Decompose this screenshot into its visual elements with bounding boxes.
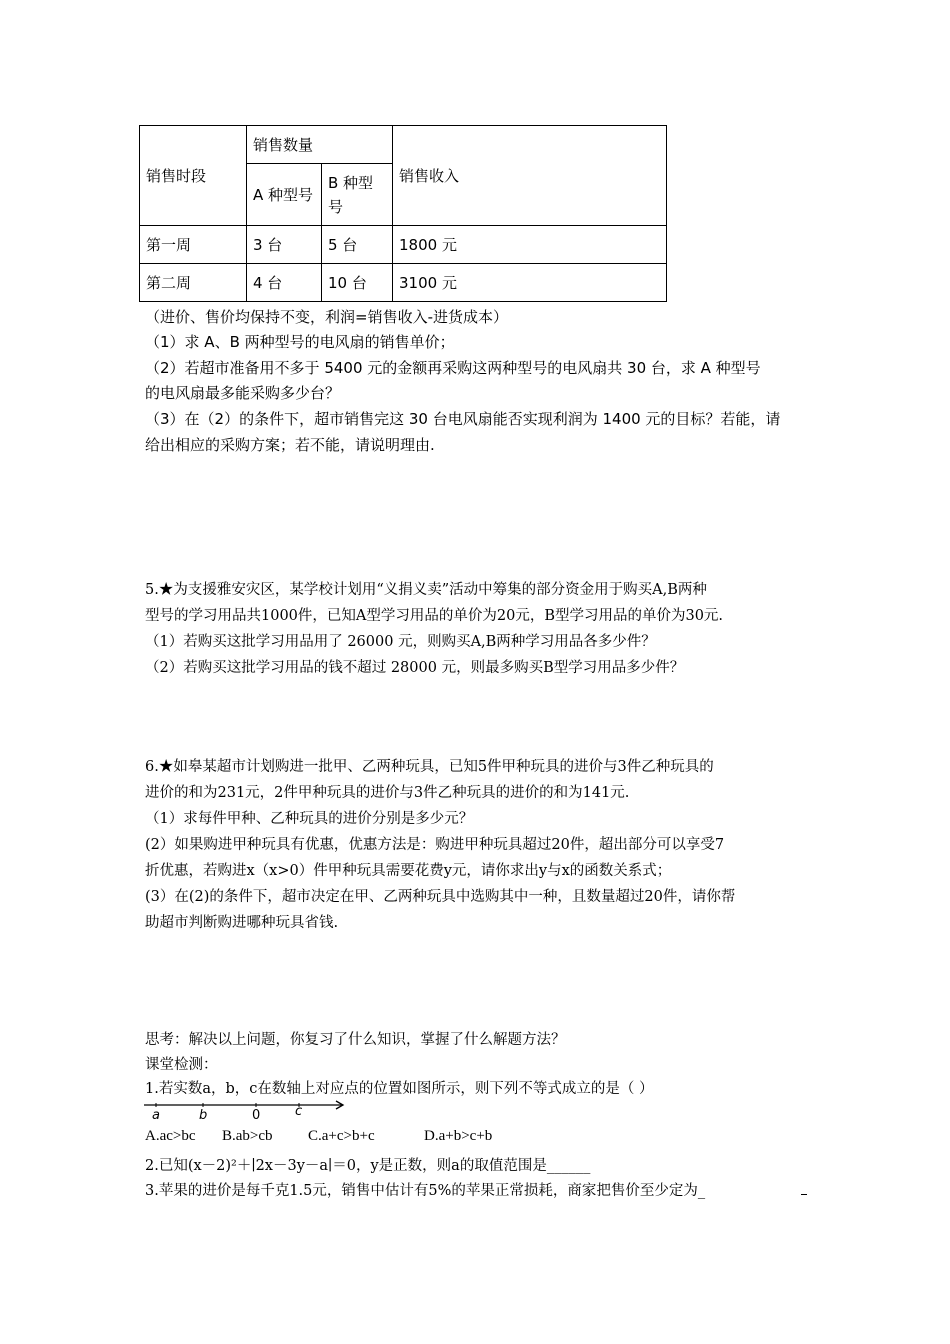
q6-line4: (2）如果购进甲种玩具有优惠，优惠方法是：购进甲种玩具超过20件，超出部分可以享受7 (145, 837, 725, 853)
header-income: 销售收入 (393, 126, 667, 226)
q5-line3: （1）若购买这批学习用品用了 26000 元，则购买A,B两种学习用品各多少件？ (145, 634, 656, 650)
sales-table (139, 125, 667, 302)
label-c: c (295, 1104, 303, 1119)
check-q1: 1.若实数a，b，c在数轴上对应点的位置如图所示，则下列不等式成立的是（ ） (145, 1081, 654, 1097)
option-b: B.ab>cb (222, 1128, 273, 1144)
header-quantity: 销售数量 (247, 126, 393, 164)
q5-line1: 5.★为支援雅安灾区，某学校计划用“义捐义卖”活动中筹集的部分资金用于购买A,B两种 (145, 582, 707, 598)
q6-line3: （1）求每件甲种、乙种玩具的进价分别是多少元？ (145, 811, 474, 827)
row-income: 3100 元 (393, 264, 667, 302)
row-b: 10 台 (322, 264, 393, 302)
check-title: 课堂检测： (145, 1057, 218, 1073)
row-period: 第二周 (140, 264, 247, 302)
q5-line4: （2）若购买这批学习用品的钱不超过 28000 元，则最多购买B型学习用品多少件？ (145, 660, 685, 676)
header-period: 销售时段 (140, 126, 247, 226)
check-q3: 3.苹果的进价是每千克1.5元，销售中估计有5%的苹果正常损耗，商家把售价至少定为_ (145, 1183, 706, 1199)
q6-line7: 助超市判断购进哪种玩具省钱. (145, 915, 339, 931)
header-type-b: B 种型号 (322, 164, 393, 226)
q5-line2: 型号的学习用品共1000件，已知A型学习用品的单价为20元，B型学习用品的单价为30元. (145, 608, 724, 624)
q6-line2: 进价的和为231元，2件甲种玩具的进价与3件乙种玩具的进价的和为141元. (145, 785, 630, 801)
q4-part3-line1: （3）在（2）的条件下，超市销售完这 30 台电风扇能否实现利润为 1400 元的目标？若能，请 (145, 410, 781, 428)
option-c: C.a+c>b+c (308, 1128, 375, 1144)
q6-line6: (3）在(2)的条件下，超市决定在甲、乙两种玩具中选购其中一种，且数量超过20件，请你帮 (145, 889, 736, 905)
label-b: b (199, 1108, 208, 1120)
row-a: 3 台 (247, 226, 322, 264)
row-income: 1800 元 (393, 226, 667, 264)
q4-part2-line1: （2）若超市准备用不多于 5400 元的金额再采购这两种型号的电风扇共 30 台，求 A 种型号 (145, 359, 761, 377)
option-d: D.a+b>c+b (424, 1128, 493, 1144)
label-a: a (152, 1108, 160, 1120)
q4-part2-line2: 的电风扇最多能采购多少台？ (145, 384, 341, 402)
header-type-a: A 种型号 (247, 164, 322, 226)
q6-line5: 折优惠，若购进x（x>0）件甲种玩具需要花费y元，请你求出y与x的函数关系式； (145, 863, 672, 879)
row-b: 5 台 (322, 226, 393, 264)
think-prompt: 思考：解决以上问题，你复习了什么知识，掌握了什么解题方法？ (145, 1032, 566, 1048)
q4-part1: （1）求 A、B 两种型号的电风扇的销售单价； (145, 333, 455, 351)
table-row (140, 226, 667, 264)
number-line-figure (142, 1098, 352, 1120)
row-a: 4 台 (247, 264, 322, 302)
check-q2: 2.已知(x－2)²＋∣2x－3y－a∣＝0，y是正数，则a的取值范围是______ (145, 1158, 591, 1174)
row-period: 第一周 (140, 226, 247, 264)
q4-part3-line2: 给出相应的采购方案；若不能，请说明理由. (145, 436, 435, 454)
option-a: A.ac>bc (145, 1128, 196, 1144)
table-row (140, 264, 667, 302)
q4-note: （进价、售价均保持不变，利润=销售收入-进货成本） (145, 308, 508, 326)
q6-line1: 6.★如皋某超市计划购进一批甲、乙两种玩具，已知5件甲种玩具的进价与3件乙种玩具的 (145, 759, 714, 775)
label-zero: 0 (252, 1108, 261, 1120)
answer-blank-mark (801, 1194, 807, 1195)
